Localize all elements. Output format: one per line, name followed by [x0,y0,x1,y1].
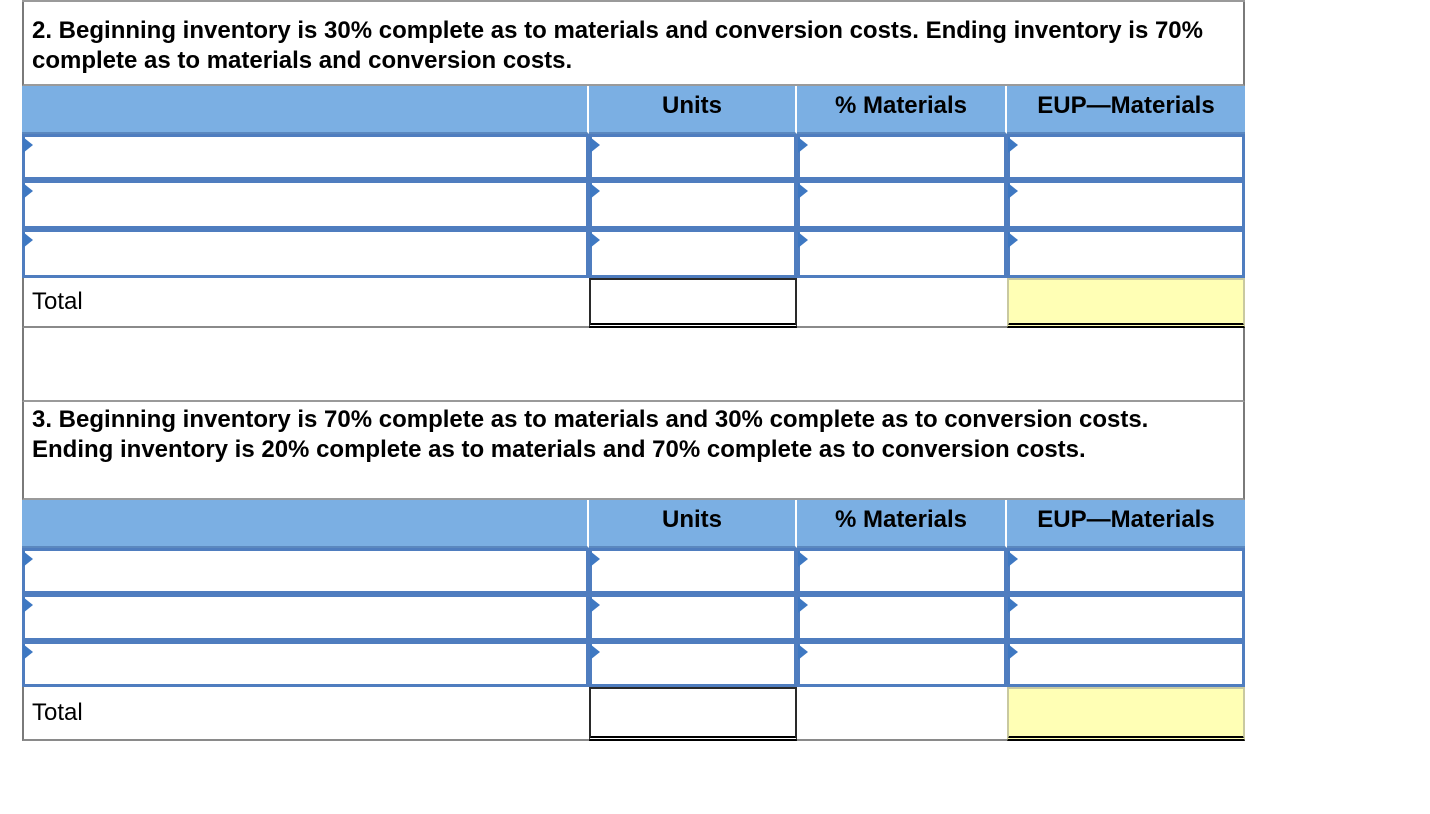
table-row [22,229,1245,278]
header-units-label: Units [662,92,722,119]
row1-units-input[interactable] [589,134,797,180]
row1-label-input[interactable] [22,134,589,180]
header-units [589,500,797,548]
header-eup-materials [1007,86,1245,134]
row3-eup-input[interactable] [1007,229,1245,278]
dropdown-marker-icon [1008,644,1018,660]
total-eup-input[interactable] [1007,278,1245,328]
dropdown-marker-icon [590,137,600,153]
dropdown-marker-icon [590,183,600,199]
dropdown-marker-icon [1008,232,1018,248]
total-pct-cell [797,687,1007,741]
dropdown-marker-icon [23,232,33,248]
row2-label-input[interactable] [22,180,589,229]
header-pct-materials [797,500,1007,548]
total-row [22,278,1245,328]
header-pct-materials [797,86,1007,134]
dropdown-marker-icon [1008,183,1018,199]
row3-units-input[interactable] [589,641,797,687]
question-2-label: 2. Beginning inventory is 30% complete as to materials and conversion costs. Ending inventory is 70% complete as to materials and conversion costs. [32,17,1203,74]
header-eup-materials-label: EUP—Materials [1037,506,1215,533]
row3-pct-input[interactable] [797,229,1007,278]
dropdown-marker-icon [23,551,33,567]
row3-units-input[interactable] [589,229,797,278]
dropdown-marker-icon [590,551,600,567]
dropdown-marker-icon [1008,137,1018,153]
table-header-row [22,500,1245,548]
dropdown-marker-icon [23,137,33,153]
table-row [22,134,1245,180]
dropdown-marker-icon [590,644,600,660]
question-3-label: 3. Beginning inventory is 70% complete as to materials and 30% complete as to conversion costs. Ending inventory is 20% complete as to materials and 70% complete as to conversion costs. [32,406,1149,463]
row2-units-input[interactable] [589,594,797,641]
dropdown-marker-icon [798,232,808,248]
total-units-input[interactable] [589,687,797,741]
table-row [22,548,1245,594]
row2-pct-input[interactable] [797,594,1007,641]
row2-pct-input[interactable] [797,180,1007,229]
row2-eup-input[interactable] [1007,180,1245,229]
row1-label-input[interactable] [22,548,589,594]
row1-pct-input[interactable] [797,548,1007,594]
table-row [22,180,1245,229]
dropdown-marker-icon [23,644,33,660]
header-eup-materials-label: EUP—Materials [1037,92,1215,119]
dropdown-marker-icon [798,644,808,660]
question-3-text [22,402,1245,500]
dropdown-marker-icon [798,597,808,613]
question-2-text [22,2,1245,86]
dropdown-marker-icon [798,137,808,153]
header-eup-materials [1007,500,1245,548]
dropdown-marker-icon [798,183,808,199]
dropdown-marker-icon [23,183,33,199]
dropdown-marker-icon [590,597,600,613]
total-eup-input[interactable] [1007,687,1245,741]
total-label: Total [22,687,589,741]
header-blank [22,86,589,134]
section-spacer [22,328,1245,402]
total-pct-cell [797,278,1007,328]
row2-eup-input[interactable] [1007,594,1245,641]
dropdown-marker-icon [590,232,600,248]
table-row [22,641,1245,687]
dropdown-marker-icon [23,597,33,613]
header-pct-materials-label: % Materials [834,506,968,533]
table-header-row [22,86,1245,134]
dropdown-marker-icon [1008,551,1018,567]
dropdown-marker-icon [798,551,808,567]
table-row [22,594,1245,641]
row3-eup-input[interactable] [1007,641,1245,687]
row2-units-input[interactable] [589,180,797,229]
row2-label-input[interactable] [22,594,589,641]
total-row [22,687,1245,741]
row1-units-input[interactable] [589,548,797,594]
row1-eup-input[interactable] [1007,548,1245,594]
row1-pct-input[interactable] [797,134,1007,180]
header-pct-materials-label: % Materials [834,92,968,119]
header-units [589,86,797,134]
dropdown-marker-icon [1008,597,1018,613]
row3-label-input[interactable] [22,229,589,278]
row3-pct-input[interactable] [797,641,1007,687]
total-label: Total [22,278,589,328]
row1-eup-input[interactable] [1007,134,1245,180]
row3-label-input[interactable] [22,641,589,687]
header-units-label: Units [662,506,722,533]
total-units-input[interactable] [589,278,797,328]
header-blank [22,500,589,548]
